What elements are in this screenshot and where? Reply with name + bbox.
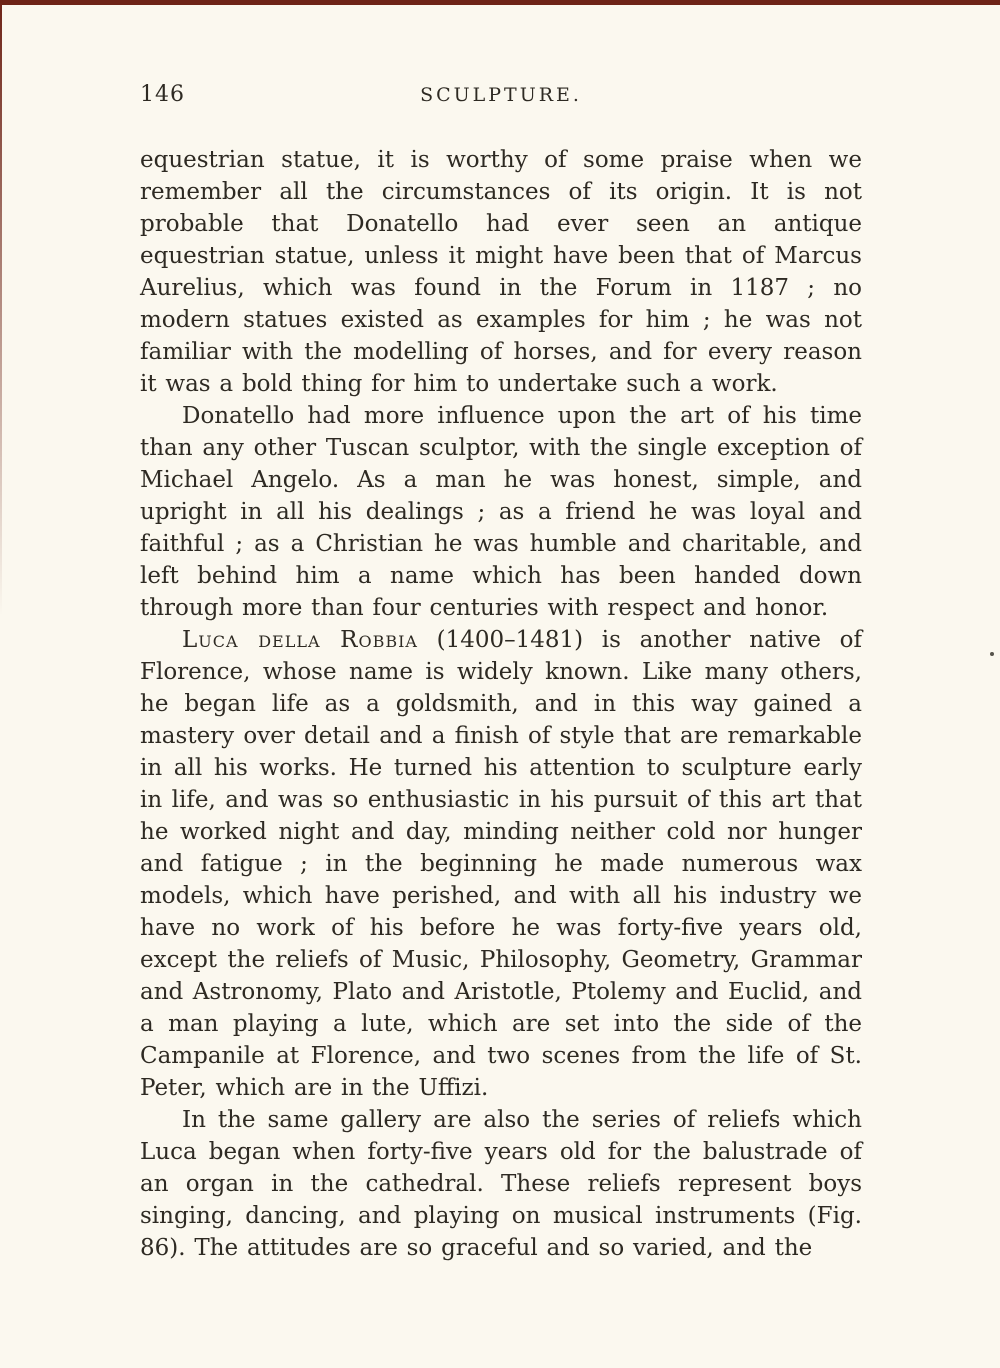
page-header <box>140 82 862 108</box>
smallcaps-name: Luca della Robbia <box>182 627 418 653</box>
paragraph: Luca della Robbia (1400–1481) is another native of Florence, whose name is widely known. Like many others, he began life as a goldsmith, and in this way gained a mastery over detail and a finish of style that are remarkable in all his works. He turned his attention to sculpture early in life, and was so enthusiastic in his pursuit of this art that he worked night and day, minding neither cold nor hunger and fatigue ; in the beginning he made numerous wax models, which have perished, and with all his industry we have no work of his before he was forty-five years old, except the reliefs of Music, Philosophy, Geometry, Grammar and Astronomy, Plato and Aristotle, Ptolemy and Euclid, and a man playing a lute, which are set into the side of the Campanile at Florence, and two scenes from the life of St. Peter, which are in the Uffizi. <box>140 627 862 1101</box>
page-body <box>140 144 862 1264</box>
scan-artifact-dot <box>990 652 994 656</box>
page-number: 146 <box>140 82 185 107</box>
paragraph: In the same gallery are also the series of reliefs which Luca began when forty-five years old for the balustrade of an organ in the cathedral. These reliefs represent boys singing, dancing, and playing on musical instruments (Fig. 86). The attitudes are so graceful and so varied, and the <box>140 1107 862 1261</box>
paragraph: equestrian statue, it is worthy of some praise when we remember all the circumstances of its origin. It is not probable that Donatello had ever seen an antique equestrian statue, unless it might have been that of Marcus Aurelius, which was found in the Forum in 1187 ; no modern statues existed as examples for him ; he was not familiar with the modelling of horses, and for every reason it was a bold thing for him to undertake such a work. <box>140 147 862 397</box>
running-header: SCULPTURE. <box>420 84 582 106</box>
paragraph: Donatello had more influence upon the art of his time than any other Tuscan sculptor, with the single exception of Michael Angelo. As a man he was honest, simple, and upright in all his dealings ; as a friend he was loyal and faithful ; as a Christian he was humble and charitable, and left behind him a name which has been handed down through more than four centuries with respect and honor. <box>140 403 862 621</box>
